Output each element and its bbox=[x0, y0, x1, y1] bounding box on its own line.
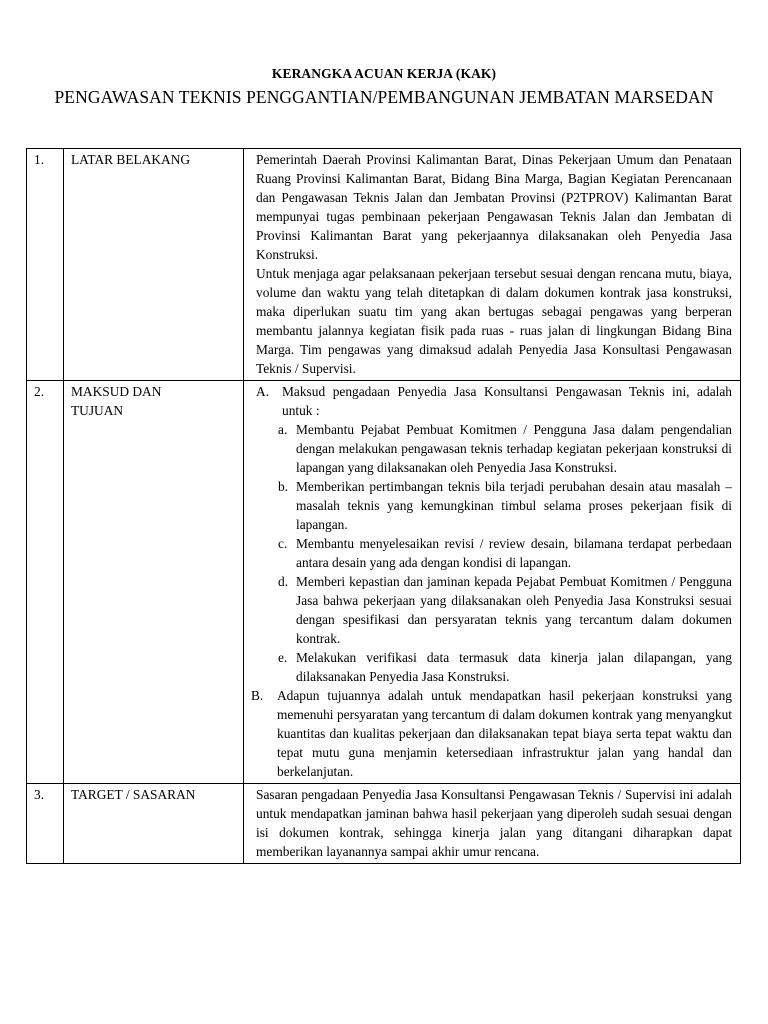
section-body bbox=[244, 381, 741, 784]
list-item bbox=[278, 534, 732, 572]
section-number: 2. bbox=[27, 381, 64, 784]
document-subtitle: PENGAWASAN TEKNIS PENGGANTIAN/PEMBANGUNAN JEMBATAN MARSEDAN bbox=[54, 87, 714, 107]
list-marker: B. bbox=[251, 688, 264, 703]
part-b-text: Adapun tujuannya adalah untuk mendapatkan hasil pekerjaan konstruksi yang memenuhi persyaratan yang tercantum di dalam dokumen kontrak yang menyangkut kuantitas dan kualitas pekerjaan dan dilaksanakan tepat biaya serta tepat waktu dan tepat mutu guna menjamin ketersediaan infrastruktur jalan yang handal dan berkelanjutan. bbox=[277, 688, 732, 779]
list-item bbox=[278, 572, 732, 648]
list-marker: A. bbox=[256, 384, 270, 399]
list-item-text: Memberi kepastian dan jaminan kepada Pejabat Pembuat Komitmen / Pengguna Jasa bahwa pekerjaan yang dilaksanakan oleh Penyedia Jasa Konstruksi sesuai dengan spesifikasi dan persyaratan teknis yang tercantum dalam dokumen kontrak. bbox=[296, 574, 732, 646]
section-number: 3. bbox=[27, 784, 64, 864]
purpose-list bbox=[278, 420, 732, 686]
list-item bbox=[278, 477, 732, 534]
list-item-text: Memberikan pertimbangan teknis bila terjadi perubahan desain atau masalah – masalah teknis yang kemungkinan timbul selama proses pekerjaan fisik di lapangan. bbox=[296, 479, 732, 532]
kak-table bbox=[26, 148, 741, 864]
list-marker: e. bbox=[278, 650, 288, 665]
section-body bbox=[244, 149, 741, 381]
paragraph: Pemerintah Daerah Provinsi Kalimantan Barat, Dinas Pekerjaan Umum dan Penataan Ruang Provinsi Kalimantan Barat, Bidang Bina Marga, Bagian Kegiatan Perencanaan dan Pengawasan Teknis Jalan dan Jembatan Provinsi (P2TPROV) Kalimantan Barat mempunyai tugas pembinaan pekerjaan Pengawasan Teknis Jalan dan Jembatan di Provinsi Kalimantan Barat yang pekerjaannya dilaksanakan oleh Penyedia Jasa Konstruksi. bbox=[256, 152, 732, 262]
part-a-text: Maksud pengadaan Penyedia Jasa Konsultansi Pengawasan Teknis ini, adalah untuk : bbox=[282, 384, 732, 418]
part-a bbox=[256, 382, 732, 420]
list-marker: c. bbox=[278, 536, 288, 551]
section-heading-line: TUJUAN bbox=[71, 403, 124, 418]
paragraph: Untuk menjaga agar pelaksanaan pekerjaan tersebut sesuai dengan rencana mutu, biaya, volume dan waktu yang telah ditetapkan di dalam dokumen kontrak jasa konstruksi, maka diperlukan suatu tim yang akan bertugas sebagai pengawas yang berperan membantu jalannya kegiatan fisik pada ruas - ruas jalan di lingkungan Bidang Bina Marga. Tim pengawas yang dimaksud adalah Penyedia Jasa Konsultasi Pengawasan Teknis / Supervisi. bbox=[256, 266, 732, 376]
section-heading: LATAR BELAKANG bbox=[64, 149, 244, 381]
list-item bbox=[278, 420, 732, 477]
list-marker: b. bbox=[278, 479, 289, 494]
list-marker: a. bbox=[278, 422, 288, 437]
part-b bbox=[251, 686, 732, 781]
paragraph: Sasaran pengadaan Penyedia Jasa Konsultansi Pengawasan Teknis / Supervisi ini adalah untuk mendapatkan jaminan bahwa hasil pekerjaan yang diperoleh sudah sesuai dengan isi dokumen kontrak, sehingga kinerja jalan yang ditangani diharapkan dapat memberikan layanannya sampai akhir umur rencana. bbox=[256, 787, 732, 859]
section-row-maksud-dan-tujuan bbox=[27, 381, 741, 784]
list-item-text: Melakukan verifikasi data termasuk data kinerja jalan dilapangan, yang dilaksanakan Penyedia Jasa Konstruksi. bbox=[296, 650, 732, 684]
list-item-text: Membantu menyelesaikan revisi / review desain, bilamana terdapat perbedaan antara desain yang ada dengan kondisi di lapangan. bbox=[296, 536, 732, 570]
section-heading-line: MAKSUD DAN bbox=[71, 384, 162, 399]
list-marker: d. bbox=[278, 574, 289, 589]
section-row-latar-belakang bbox=[27, 149, 741, 381]
section-number: 1. bbox=[27, 149, 64, 381]
document-title: KERANGKA ACUAN KERJA (KAK) bbox=[271, 66, 497, 81]
section-body bbox=[244, 784, 741, 864]
list-item bbox=[278, 648, 732, 686]
section-row-target-sasaran bbox=[27, 784, 741, 864]
section-heading bbox=[64, 381, 244, 784]
list-item-text: Membantu Pejabat Pembuat Komitmen / Pengguna Jasa dalam pengendalian dengan melakukan pengawasan teknis terhadap kegiatan pekerjaan konstruksi di lapangan yang dilaksanakan oleh Penyedia Jasa Konstruksi. bbox=[296, 422, 732, 475]
section-heading: TARGET / SASARAN bbox=[64, 784, 244, 864]
